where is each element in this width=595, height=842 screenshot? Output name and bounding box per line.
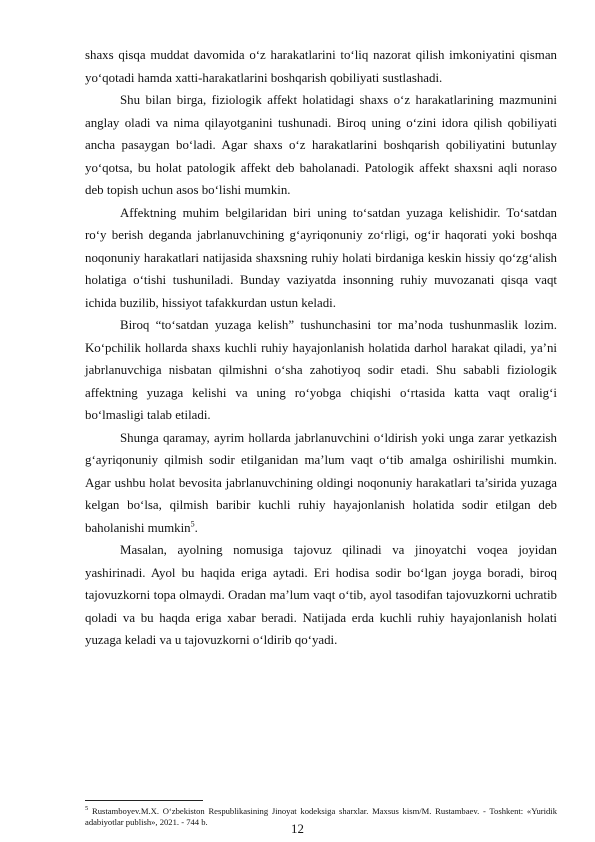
page-number: 12 xyxy=(291,822,304,836)
footnote-text: Rustamboyev.M.X. O‘zbekiston Respublikasining Jinoyat kodeksiga sharxlar. Maxsus kism/M. Rustambaev. - Toshkent: «Yuridik adabiyotlar publish», 2021. - 744 b. xyxy=(85,805,557,827)
footnote-separator xyxy=(85,800,203,801)
paragraph-6: Masalan, ayolning nomusiga tajovuz qilinadi va jinoyatchi voqea joyidan yashirinadi. Ayol bu haqida eriga aytadi. Eri hodisa sodir bo‘lgan joyga boradi, biroq tajovuzkorni topa olmaydi. Oradan ma’lum vaqt o‘tib, ayol tasodifan tajovuzkorni uchratib qoladi va bu haqda eriga xabar beradi. Natijada erda kuchli ruhiy hayajonlanish holati yuzaga keladi va u tajovuzkorni o‘ldirib qo‘yadi. xyxy=(85,543,557,647)
paragraph-3: Affektning muhim belgilaridan biri uning to‘satdan yuzaga kelishidir. To‘satdan ro‘y berish deganda jabrlanuvchining g‘ayriqonuniy zo‘rligi, og‘ir haqorati yoki boshqa noqonuniy harakatlari natijasida shaxsning ruhiy holati birdaniga keskin hissiy qo‘zg‘alish holatiga o‘tishi tushuniladi. Bunday vaziyatda insonning ruhiy muvozanati qisqa vaqt ichida buzilib, hissiyot tafakkurdan ustun keladi. xyxy=(85,205,557,310)
paragraph-2: Shu bilan birga, fiziologik affekt holatidagi shaxs o‘z harakatlarining mazmunini anglay oladi va nima qilayotganini tushunadi. Biroq uning o‘zini idora qilish qobiliyati ancha pasaygan bo‘ladi. Agar shaxs o‘z harakatlarini boshqarish qobiliyatini butunlay yo‘qotsa, bu holat patologik affekt deb baholanadi. Patologik affekt shaxsni aqli noraso deb topish uchun asos bo‘lishi mumkin. xyxy=(85,93,557,197)
document-body xyxy=(85,44,557,652)
paragraph-5 xyxy=(85,427,557,540)
paragraph-5-text: Shunga qaramay, ayrim hollarda jabrlanuvchini o‘ldirish yoki unga zarar yetkazish g‘ayriqonuniy qilmish sodir etilganidan ma’lum vaqt o‘tib amalga oshirilishi mumkin. Agar ushbu holat bevosita jabrlanuvchining oldingi noqonuniy harakatlari ta’sirida yuzaga kelgan bo‘lsa, qilmish baribir kuchli ruhiy hayajonlanish holatida sodir etilgan deb baholanishi mumkin xyxy=(85,430,557,535)
paragraph-5-end: . xyxy=(194,520,198,535)
paragraph-1: shaxs qisqa muddat davomida o‘z harakatlarini to‘liq nazorat qilish imkoniyatini qisman yo‘qotadi hamda xatti-harakatlarini boshqarish qobiliyati sustlashadi. xyxy=(85,48,557,85)
footnote-reference[interactable]: 5 xyxy=(190,519,195,529)
footnote-marker: 5 xyxy=(85,805,89,812)
paragraph-4: Biroq “to‘satdan yuzaga kelish” tushunchasini tor ma’noda tushunmaslik lozim. Ko‘pchilik hollarda shaxs kuchli ruhiy hayajonlanish holatida darhol harakat qiladi, ya’ni jabrlanuvchiga nisbatan qilmishni o‘sha zahotiyoq sodir etadi. Shu sababli fiziologik affektning yuzaga kelishi va uning ro‘yobga chiqishi o‘rtasida katta vaqt oralig‘i bo‘lmasligi talab etiladi. xyxy=(85,318,557,422)
